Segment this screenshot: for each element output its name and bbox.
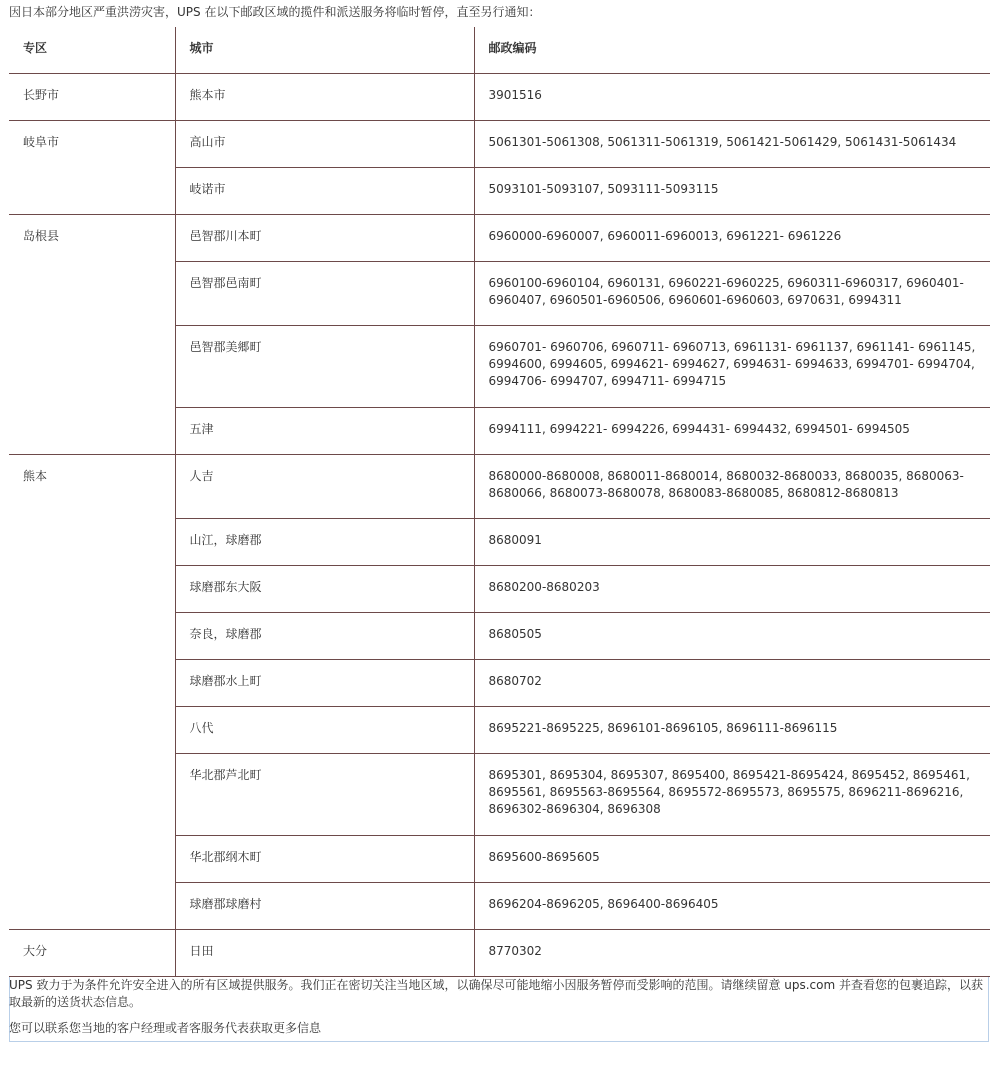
city-cell: 球磨郡东大阪 — [175, 566, 474, 613]
postal-cell: 6960100-6960104, 6960131, 6960221-6960225, 6960311-6960317, 6960401-6960407, 6960501-6960506, 6960601-6960603, 6970631, 6994311 — [474, 262, 990, 326]
postal-cell: 8680702 — [474, 660, 990, 707]
intro-text: 因日本部分地区严重洪涝灾害，UPS 在以下邮政区域的揽件和派送服务将临时暂停，直至另行通知： — [9, 5, 541, 19]
city-cell: 熊本市 — [175, 74, 474, 121]
city-cell: 五津 — [175, 408, 474, 455]
region-cell: 熊本 — [9, 455, 175, 930]
table-header-row — [9, 27, 990, 74]
postal-cell: 8770302 — [474, 930, 990, 977]
table-row — [9, 121, 990, 168]
postal-cell: 8680505 — [474, 613, 990, 660]
region-cell: 岐阜市 — [9, 121, 175, 215]
postal-cell: 5061301-5061308, 5061311-5061319, 5061421-5061429, 5061431-5061434 — [474, 121, 990, 168]
table-row — [9, 215, 990, 262]
region-cell: 大分 — [9, 930, 175, 977]
city-cell: 岐诺市 — [175, 168, 474, 215]
city-cell: 高山市 — [175, 121, 474, 168]
city-cell: 日田 — [175, 930, 474, 977]
postal-cell: 3901516 — [474, 74, 990, 121]
city-cell: 人吉 — [175, 455, 474, 519]
postal-cell: 5093101-5093107, 5093111-5093115 — [474, 168, 990, 215]
city-cell: 奈良，球磨郡 — [175, 613, 474, 660]
postal-cell: 8695221-8695225, 8696101-8696105, 8696111-8696115 — [474, 707, 990, 754]
city-cell: 华北郡芦北町 — [175, 754, 474, 836]
postal-cell: 8680000-8680008, 8680011-8680014, 8680032-8680033, 8680035, 8680063-8680066, 8680073-8680078, 8680083-8680085, 8680812-8680813 — [474, 455, 990, 519]
postal-cell: 6994111, 6994221- 6994226, 6994431- 6994432, 6994501- 6994505 — [474, 408, 990, 455]
city-cell: 山江，球磨郡 — [175, 519, 474, 566]
table-row — [9, 930, 990, 977]
postal-cell: 8695301, 8695304, 8695307, 8695400, 8695421-8695424, 8695452, 8695461, 8695561, 8695563-8695564, 8695572-8695573, 8695575, 8696211-8696216, 8696302-8696304, 8696308 — [474, 754, 990, 836]
table-row — [9, 455, 990, 519]
footer-notes — [9, 977, 987, 1046]
city-cell: 华北郡纲木町 — [175, 836, 474, 883]
postal-cell: 8696204-8696205, 8696400-8696405 — [474, 883, 990, 930]
city-cell: 球磨郡水上町 — [175, 660, 474, 707]
postal-cell: 6960000-6960007, 6960011-6960013, 6961221- 6961226 — [474, 215, 990, 262]
city-cell: 邑智郡川本町 — [175, 215, 474, 262]
region-cell: 长野市 — [9, 74, 175, 121]
postal-cell: 8680091 — [474, 519, 990, 566]
table-row — [9, 74, 990, 121]
footer-contact-note: 您可以联系您当地的客户经理或者客服务代表获取更多信息 — [9, 1021, 322, 1035]
city-cell: 邑智郡邑南町 — [175, 262, 474, 326]
city-cell: 球磨郡球磨村 — [175, 883, 474, 930]
postal-cell: 6960701- 6960706, 6960711- 6960713, 6961131- 6961137, 6961141- 6961145, 6994600, 6994605, 6994621- 6994627, 6994631- 6994633, 6994701- 6994704, 6994706- 6994707, 6994711- 6994715 — [474, 326, 990, 408]
city-cell: 邑智郡美郷町 — [175, 326, 474, 408]
header-postal: 邮政编码 — [474, 27, 990, 74]
city-cell: 八代 — [175, 707, 474, 754]
postal-cell: 8695600-8695605 — [474, 836, 990, 883]
postal-cell: 8680200-8680203 — [474, 566, 990, 613]
suspension-table — [9, 27, 990, 977]
region-cell: 岛根县 — [9, 215, 175, 455]
header-city: 城市 — [175, 27, 474, 74]
header-region: 专区 — [9, 27, 175, 74]
footer-service-note: UPS 致力于为条件允许安全进入的所有区域提供服务。我们正在密切关注当地区域，以确保尽可能地缩小因服务暂停而受影响的范围。请继续留意 ups.com 并查看您的包裹追踪，以获取最新的送货状态信息。 — [9, 978, 984, 1009]
